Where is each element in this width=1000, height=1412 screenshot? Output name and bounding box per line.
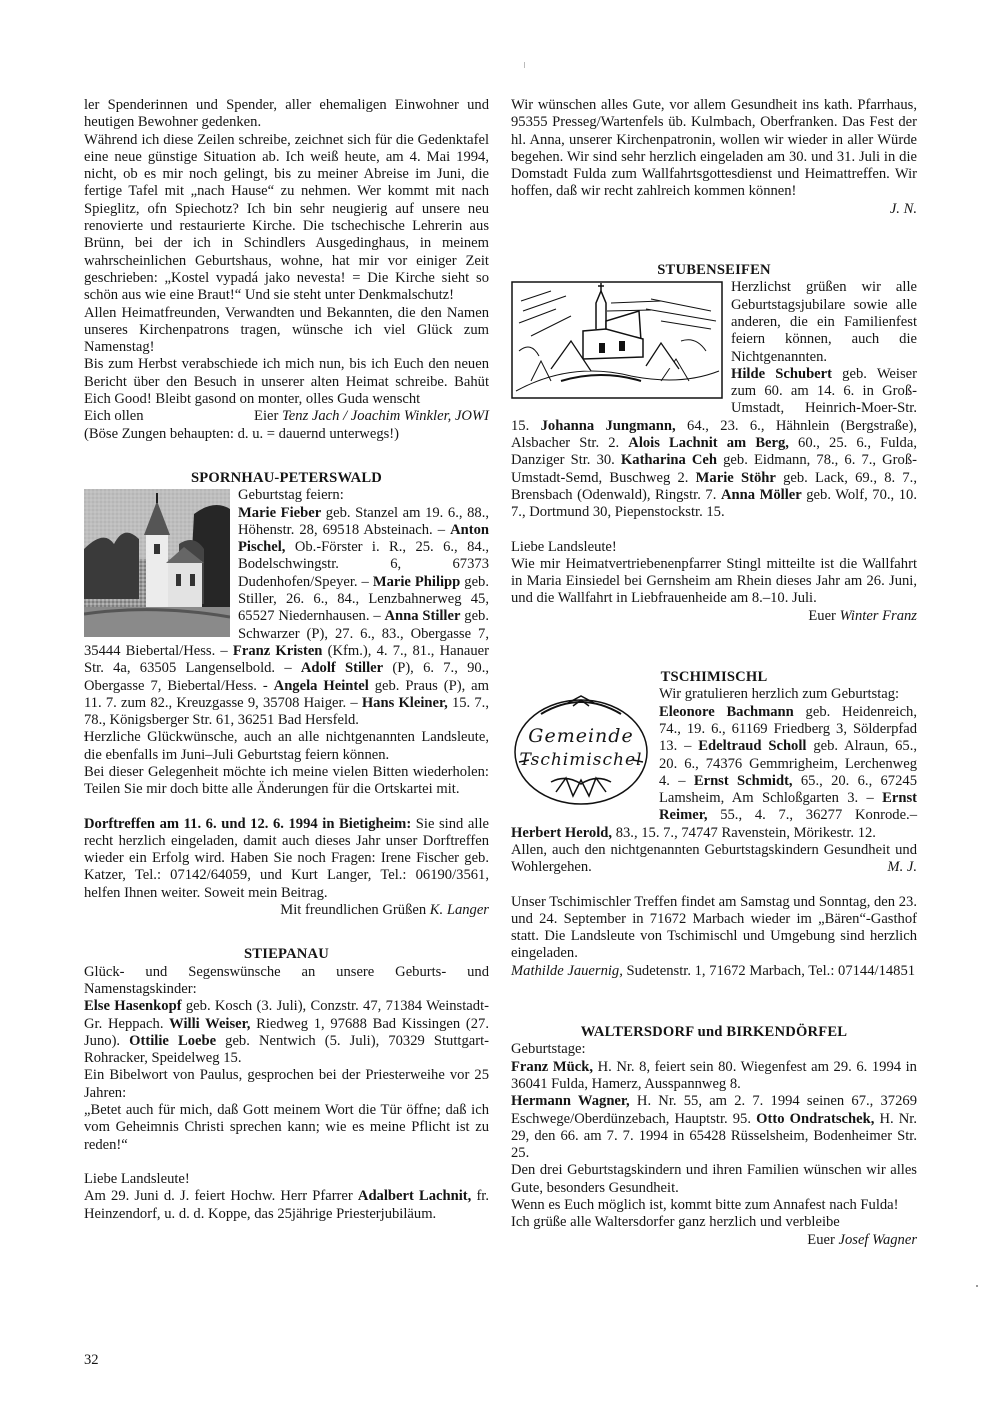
article-signature: J. N. — [889, 200, 917, 217]
page-number: 32 — [84, 1352, 99, 1368]
bible-quote: „Betet auch für mich, daß Gott meinem Wort die Tür öffne; daß ich vom Geheimnis Christi sprechen kann; wie es meine Pflicht ist zu reden!“ — [84, 1102, 489, 1153]
section-paragraph: Ein Bibelwort von Paulus, gesprochen bei der Priesterweihe vor 25 Jahren: — [84, 1067, 489, 1101]
article-paragraph: Wir wünschen alles Gute, vor allem Gesundheit ins kath. Pfarrhaus, 95355 Presseg/Wartenfels üb. Kulmbach, Oberfranken. Das Fest der hl. Anna, unserer Kirchenpatronin, wollen wir wieder in aller Würde begehen. Wir sind sehr herzlich eingeladen am 30. und 31. Juli in die Domstadt Fulda zum Wallfahrtsgottesdienst und Heimattreffen. Wir hoffen, daß wir recht zahlreich kommen können! — [511, 97, 917, 200]
section-paragraph: Wenn es Euch möglich ist, kommt bitte zum Annafest nach Fulda! — [511, 1197, 899, 1214]
community-emblem — [511, 692, 651, 810]
section-paragraph: Am 29. Juni d. J. feiert Hochw. Herr Pfarrer Adalbert Lachnit, fr. Heinzendorf, u. d. d. Koppe, das 25jährige Priesterjubiläum. — [84, 1188, 490, 1222]
article-paragraph: Während ich diese Zeilen schreibe, zeichnet sich für die Gedenktafel eine neue günstige Situation ab. Ich weiß heute, am 4. Mai 1994, nicht, ob es mir noch gelingt, bis zu meiner Abreise im Juni, die fertige Tafel mit „nach Hause“ zu nehmen. Wer kommt mit nach Spieglitz, ofn Spiechotz? Ich bin sehr neugierig auf unsere neu renovierte und restaurierte Kirche. Die tschechische Lehrerin aus Brünn, bei der ich in Schindlers Ausgedinghaus, in meinem wahrscheinlichen Geburtshaus, wohne, hat mir vor einiger Zeit geschrieben: „Kostel vypadá jako nevesta! = Die Kirche sieht so schön aus wie eine Braut!“ Und sie steht unter Denkmalschutz! — [84, 131, 489, 304]
section-paragraph: Liebe Landsleute! — [84, 1170, 190, 1187]
birthday-entry: Hermann Wagner, H. Nr. 55, am 2. 7. 1994 seinen 67., 37269 Eschwege/Oberdünzebach, Hauptstr. 95. Otto Ondratschek, H. Nr. 29, den 66. am 7. 7. 1994 in 65428 Rüsselsheim, Bodenheimer Str. 25. — [511, 1093, 918, 1162]
section-signature: Euer Josef Wagner — [807, 1231, 917, 1248]
birthday-list: Marie Fieber geb. Stanzel am 19. 6., 88., Höhenstr. 28, 69518 Absteinach. – Anton Pischel, Ob.-Förster i. R., 25. 6., 84., Bodelschwingstr. 6, 67373 Dudenhofen/Speyer. – Marie Philipp geb. Stiller, 26. 6., 84., Lenzbahnerweg 45, 65527 Niedernhausen. – Anna Stiller geb. Schwarzer (P), 27. 6., 83., Obergasse 7, 35444 Biebertal/Hess. – Franz Kristen (Kfm.), 4. 7., 81., Hanauer Str. 4a, 63505 Langenselbold. – Adolf Stiller (P), 6. 7., 90., Obergasse 7, Biebertal/Hess. - Angela Heintel geb. Praus (P), am 11. 7. zum 82., Kreuzgasse 9, 35708 Haiger. – Hans Kleiner, 15. 7., 78., Königsberger Str. 61, 36251 Bad Hersfeld. — [84, 504, 490, 729]
closing-greeting: Eich ollen — [84, 408, 144, 425]
contact-line: Mathilde Jauernig, Sudetenstr. 1, 71672 Marbach, Tel.: 07144/14851 — [511, 962, 916, 979]
section-paragraph: Den drei Geburtstagskindern und ihren Familien wünschen wir alles Gute, besonders Gesundheit. — [511, 1162, 917, 1196]
closing-note: (Böse Zungen behaupten: d. u. = dauernd unterwegs!) — [84, 425, 400, 442]
birthday-entry: Franz Mück, H. Nr. 8, feiert sein 80. Wiegenfest am 29. 6. 1994 in 36041 Fulda, Hamerz, Ausspannweg 8. — [511, 1058, 917, 1092]
section-paragraph: Wir gratulieren herzlich zum Geburtstag: — [659, 686, 900, 703]
birthday-list: Else Hasenkopf geb. Kosch (3. Juli), Conzstr. 47, 71384 Weinstadt-Gr. Heppach. Willi Weiser, Riedweg 1, 97688 Bad Kissingen (27. Juno). Ottilie Loebe geb. Nentwich (5. Juli), 70329 Stuttgart-Rohracker, Speidelweg 15. — [84, 998, 490, 1067]
closing-signature: Eier Tenz Jach / Joachim Winkler, JOWI — [254, 408, 489, 425]
section-title-stiepanau: STIEPANAU — [243, 946, 330, 963]
scan-speck — [976, 1285, 978, 1287]
section-paragraph: Unser Tschimischler Treffen findet am Samstag und Sonntag, den 23. und 24. September in 71672 Marbach wieder im „Bären“-Gasthof statt. Die Landsleute von Tschimischl und Umgebung sind herzlich eingeladen. — [511, 893, 917, 962]
section-paragraph: Geburtstage: — [511, 1041, 586, 1058]
article-paragraph: ler Spenderinnen und Spender, aller ehemaligen Einwohner und heutigen Bewohner gedenken. — [84, 97, 489, 131]
section-title-waltersdorf: WALTERSDORF und BIRKENDÖRFEL — [580, 1024, 848, 1041]
emblem-line-2: Tschimischel — [519, 750, 643, 771]
section-paragraph: Wie mir Heimatvertriebenenpfarrer Stingl mitteilte ist die Wallfahrt in Maria Einsiedel bei Gernsheim am Rhein dieses Jahr am 26. Juni, und die Wallfahrt in Liebfrauenheide am 8.–10. Juli. — [511, 555, 917, 607]
section-paragraph: Glück- und Segenswünsche an unsere Geburts- und Namenstagskinder: — [84, 963, 489, 997]
closing-line — [84, 408, 489, 425]
left-column — [84, 97, 489, 1223]
church-photo — [84, 489, 230, 637]
section-title-tschimischl: TSCHIMISCHL — [660, 669, 768, 686]
emblem-line-1: Gemeinde — [528, 725, 634, 748]
section-title-spornhau: SPORNHAU-PETERSWALD — [190, 469, 383, 486]
section-paragraph: Allen, auch den nichtgenannten Geburtstagskindern Gesundheit und Wohlergehen. M. J. — [511, 841, 917, 876]
birthday-list: Eleonore Bachmann geb. Heidenreich, 74., 19. 6., 61169 Friedberg 3, Sölderpfad 13. – Edeltraud Scholl geb. Alraun, 65., 20. 6., 74376 Gemmrigheim, Lerchenweg 4. – Ernst Schmidt, 65., 20. 6., 67245 Lamsheim, Am Schloßgarten 3. – Ernst Reimer, 55., 4. 7., 36277 Konrode.– Herbert Herold, 83., 15. 7., 74747 Ravenstein, Mörikestr. 12. — [511, 703, 917, 841]
section-signature: Euer Winter Franz — [808, 607, 917, 624]
right-column — [511, 97, 917, 1249]
section-signature: Mit freundlichen Grüßen K. Langer — [280, 902, 489, 919]
article-paragraph: Allen Heimatfreunden, Verwandten und Bekannten, die den Namen unseres Kirchenpatrons tragen, wünsche ich viel Glück zum Namenstag! — [84, 304, 489, 356]
village-meeting-paragraph: Dorftreffen am 11. 6. und 12. 6. 1994 in Bietigheim: Sie sind alle recht herzlich eingeladen, damit auch dieses Jahr unser Dorftreffen wieder ein Erfolg wird. Haben Sie noch Fragen: Irene Fischer geb. Katzer, Tel.: 07142/64059, und Kurt Langer, Tel.: 06190/3561, helfen Ihnen weiter. Soweit mein Beitrag. — [84, 815, 489, 901]
chapel-drawing — [511, 281, 723, 399]
section-paragraph: Liebe Landsleute! — [511, 538, 617, 555]
section-title-stubenseifen: STUBENSEIFEN — [657, 262, 771, 279]
article-paragraph: Bis zum Herbst verabschiede ich mich nun, bis ich Euch den neuen Bericht über den Besuch in unserer alten Heimat schreibe. Bahüt Eich Good! Bleibt gasond on monter, olles Guda wenscht — [84, 356, 489, 408]
section-paragraph: Herzlichst grüßen wir alle Geburtstagsjubilare sowie alle anderen, die ein Familienfest feiern können, auch die Nichtgenannten. — [731, 279, 917, 365]
section-paragraph: Herzliche Glückwünsche, auch an alle nichtgenannten Landsleute, die ebenfalls im Juni–Juli Geburtstag feiern können. — [84, 729, 489, 763]
scan-mark — [524, 62, 525, 68]
section-paragraph: Geburtstag feiern: — [238, 487, 344, 504]
birthday-list: Hilde Schubert geb. Weiser zum 60. am 14. 6. in Groß-Umstadt, Heinrich-Moer-Str. 15. Johanna Jungmann, 64., 23. 6., Hähnlein (Bergstraße), Alsbacher Str. 2. Alois Lachnit am Berg, 60., 25. 6., Fulda, Danziger Str. 30. Katharina Ceh geb. Eidmann, 78., 6. 7., Groß-Umstadt-Semd, Buschweg 2. Marie Stöhr geb. Lack, 69., 8. 7., Brensbach (Odenwald), Ringstr. 7. Anna Möller geb. Wolf, 70., 10. 7., Dortmund 30, Piepenstockstr. 15. — [511, 365, 918, 521]
section-paragraph: Ich grüße alle Waltersdorfer ganz herzlich und verbleibe — [511, 1214, 840, 1231]
section-paragraph: Bei dieser Gelegenheit möchte ich meine vielen Bitten wiederholen: Teilen Sie mir doch bitte alle Änderungen für die Ortskartei mit. — [84, 763, 489, 798]
